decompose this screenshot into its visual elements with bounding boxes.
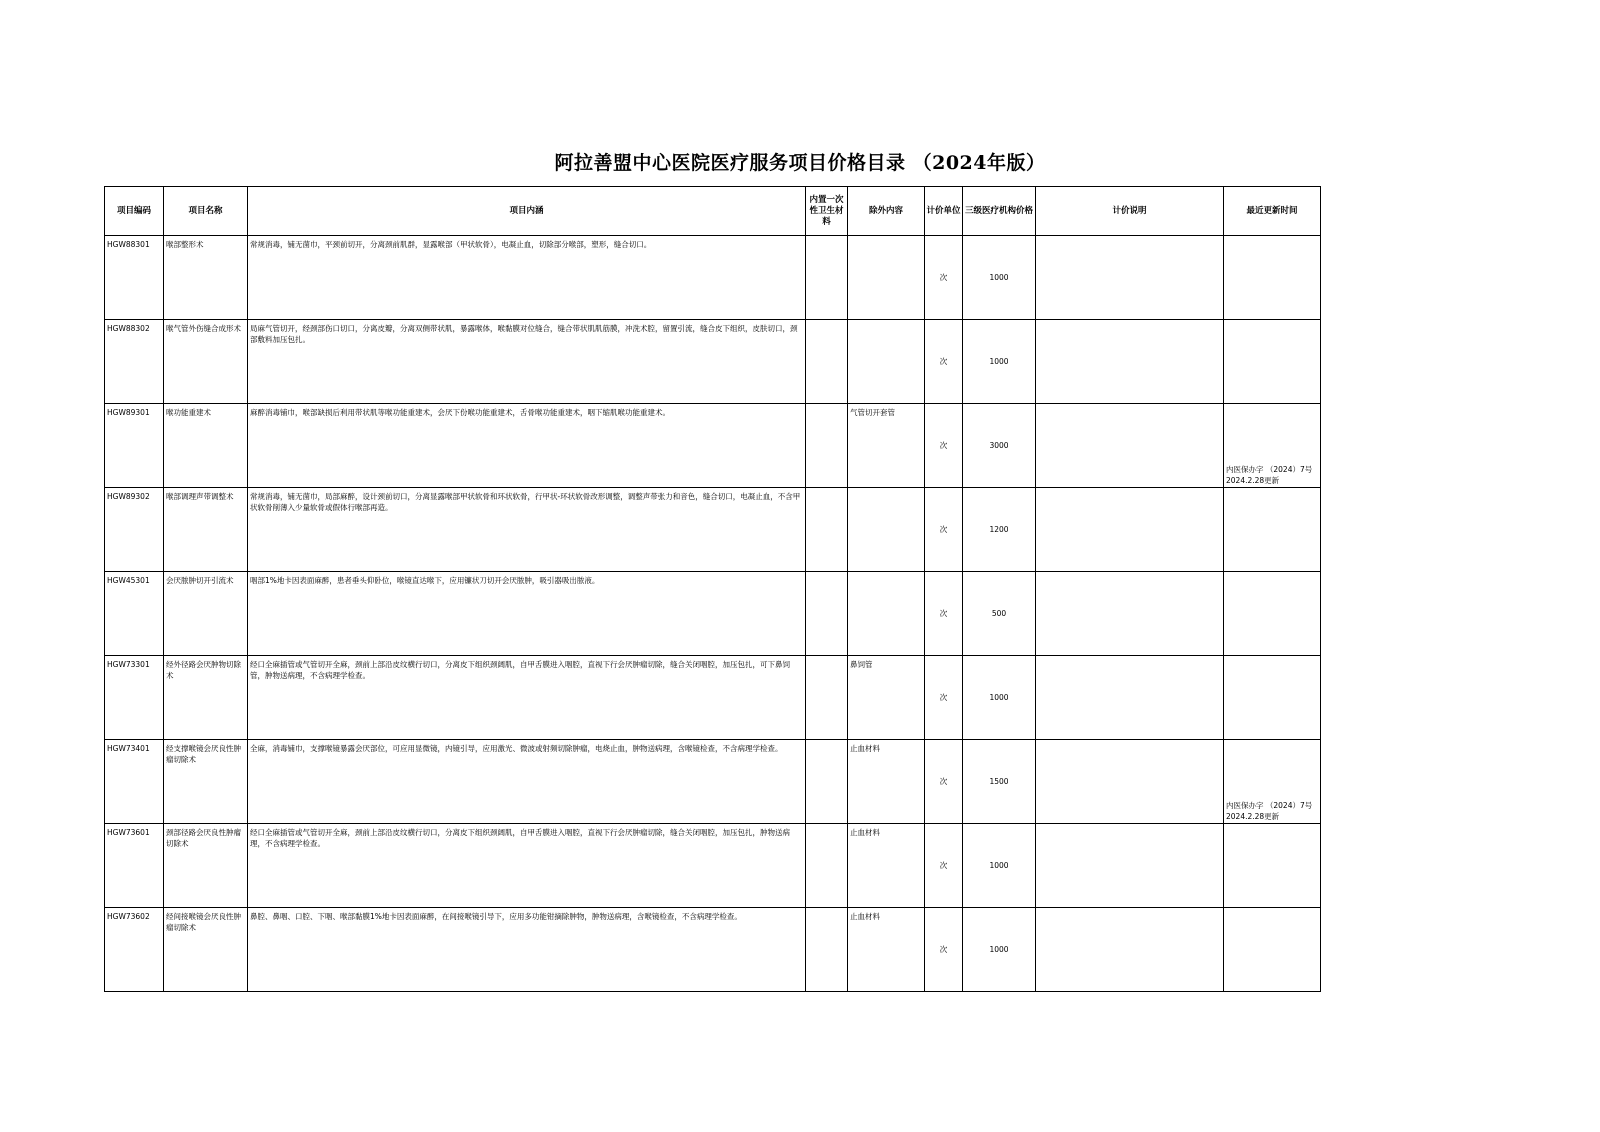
cell-price: 500 [963, 572, 1036, 656]
cell-exclude: 止血材料 [848, 908, 925, 992]
cell-code: HGW88302 [105, 320, 164, 404]
cell-price: 1000 [963, 320, 1036, 404]
cell-unit: 次 [925, 488, 963, 572]
cell-material [806, 740, 848, 824]
cell-note [1036, 236, 1224, 320]
cell-content: 咽部1%地卡因表面麻醉，患者垂头仰卧位，喉镜直达喉下，应用镰状刀切开会厌脓肿，吸引器吸出脓液。 [248, 572, 806, 656]
table-row [105, 236, 1321, 320]
document-title: 阿拉善盟中心医院医疗服务项目价格目录 （2024年版） [554, 152, 1046, 174]
cell-material [806, 236, 848, 320]
cell-note [1036, 572, 1224, 656]
cell-material [806, 572, 848, 656]
cell-price: 1000 [963, 824, 1036, 908]
header-material: 内置一次性卫生材料 [806, 187, 848, 236]
table-row [105, 572, 1321, 656]
cell-content: 经口全麻插管或气管切开全麻，颈前上部沿皮纹横行切口，分离皮下组织颈阔肌，自甲舌膜进入咽腔，直视下行会厌肿瘤切除，缝合关闭咽腔，加压包扎，肿物送病理，不含病理学检查。 [248, 824, 806, 908]
cell-code: HGW89302 [105, 488, 164, 572]
cell-content: 麻醉消毒铺巾，喉部缺损后利用带状肌等喉功能重建术，会厌下份喉功能重建术，舌骨喉功能重建术，咽下缩肌喉功能重建术。 [248, 404, 806, 488]
cell-updated: 内医保办字 （2024）7号 2024.2.28更新 [1224, 740, 1321, 824]
header-content: 项目内涵 [248, 187, 806, 236]
cell-updated: 内医保办字 （2024）7号 2024.2.28更新 [1224, 404, 1321, 488]
cell-content: 常规消毒，铺无菌巾，局部麻醉，设计颈前切口，分离显露喉部甲状软骨和环状软骨，行甲状-环状软骨改形调整，调整声带张力和音色，缝合切口，电凝止血，不含甲状软骨削薄入少量软骨或假体行喉部再造。 [248, 488, 806, 572]
header-updated: 最近更新时间 [1224, 187, 1321, 236]
cell-code: HGW88301 [105, 236, 164, 320]
table-row [105, 908, 1321, 992]
cell-price: 1000 [963, 656, 1036, 740]
cell-price: 1000 [963, 236, 1036, 320]
cell-unit: 次 [925, 656, 963, 740]
cell-material [806, 824, 848, 908]
cell-name: 经支撑喉镜会厌良性肿瘤切除术 [164, 740, 248, 824]
cell-exclude [848, 236, 925, 320]
table-row [105, 824, 1321, 908]
table-header-row [105, 187, 1321, 236]
table-row [105, 488, 1321, 572]
cell-unit: 次 [925, 572, 963, 656]
cell-code: HGW89301 [105, 404, 164, 488]
table-row [105, 320, 1321, 404]
cell-updated [1224, 572, 1321, 656]
cell-name: 喉气管外伤缝合成形术 [164, 320, 248, 404]
table-row [105, 740, 1321, 824]
cell-price: 3000 [963, 404, 1036, 488]
cell-exclude [848, 320, 925, 404]
cell-content: 全麻，消毒铺巾，支撑喉镜暴露会厌部位，可应用显微镜，内镜引导，应用激光、微波或射频切除肿瘤，电烧止血，肿物送病理，含喉镜检查，不含病理学检查。 [248, 740, 806, 824]
cell-unit: 次 [925, 236, 963, 320]
cell-unit: 次 [925, 824, 963, 908]
cell-exclude: 鼻饲管 [848, 656, 925, 740]
cell-code: HGW73602 [105, 908, 164, 992]
cell-price: 1200 [963, 488, 1036, 572]
cell-note [1036, 908, 1224, 992]
cell-name: 喉部整形术 [164, 236, 248, 320]
cell-name: 经间接喉镜会厌良性肿瘤切除术 [164, 908, 248, 992]
cell-updated [1224, 908, 1321, 992]
cell-unit: 次 [925, 740, 963, 824]
cell-name: 颈部径路会厌良性肿瘤切除术 [164, 824, 248, 908]
header-note: 计价说明 [1036, 187, 1224, 236]
cell-exclude: 止血材料 [848, 824, 925, 908]
cell-unit: 次 [925, 320, 963, 404]
cell-material [806, 656, 848, 740]
cell-content: 常规消毒，铺无菌巾，平颈前切开，分离颈前肌群，显露喉部（甲状软骨），电凝止血，切除部分喉部，塑形，缝合切口。 [248, 236, 806, 320]
table-row [105, 404, 1321, 488]
cell-name: 经外径路会厌肿物切除术 [164, 656, 248, 740]
cell-unit: 次 [925, 908, 963, 992]
cell-note [1036, 488, 1224, 572]
cell-note [1036, 656, 1224, 740]
cell-exclude: 止血材料 [848, 740, 925, 824]
cell-name: 会厌脓肿切开引流术 [164, 572, 248, 656]
cell-updated [1224, 236, 1321, 320]
cell-name: 喉功能重建术 [164, 404, 248, 488]
cell-material [806, 320, 848, 404]
cell-material [806, 908, 848, 992]
header-code: 项目编码 [105, 187, 164, 236]
cell-code: HGW73601 [105, 824, 164, 908]
header-price: 三级医疗机构价格 [963, 187, 1036, 236]
cell-updated [1224, 488, 1321, 572]
cell-updated [1224, 656, 1321, 740]
cell-exclude [848, 572, 925, 656]
header-unit: 计价单位 [925, 187, 963, 236]
cell-code: HGW73401 [105, 740, 164, 824]
header-name: 项目名称 [164, 187, 248, 236]
cell-updated [1224, 824, 1321, 908]
cell-content: 鼻腔、鼻咽、口腔、下咽、喉部黏膜1%地卡因表面麻醉，在间接喉镜引导下，应用多功能钳摘除肿物，肿物送病理，含喉镜检查，不含病理学检查。 [248, 908, 806, 992]
cell-exclude: 气管切开套管 [848, 404, 925, 488]
cell-exclude [848, 488, 925, 572]
cell-material [806, 404, 848, 488]
cell-note [1036, 320, 1224, 404]
price-table [104, 186, 1321, 992]
cell-code: HGW73301 [105, 656, 164, 740]
cell-content: 局麻气管切开，经颈部伤口切口，分离皮瓣，分离双侧带状肌，暴露喉体，喉黏膜对位缝合，缝合带状肌肌筋膜，冲洗术腔，留置引流，缝合皮下组织，皮肤切口，颈部敷料加压包扎。 [248, 320, 806, 404]
table-row [105, 656, 1321, 740]
cell-name: 喉部调理声带调整术 [164, 488, 248, 572]
cell-price: 1000 [963, 908, 1036, 992]
cell-updated [1224, 320, 1321, 404]
cell-unit: 次 [925, 404, 963, 488]
cell-material [806, 488, 848, 572]
cell-note [1036, 824, 1224, 908]
header-exclude: 除外内容 [848, 187, 925, 236]
cell-content: 经口全麻插管或气管切开全麻，颈前上部沿皮纹横行切口，分离皮下组织颈阔肌，自甲舌膜进入咽腔，直视下行会厌肿瘤切除，缝合关闭咽腔，加压包扎，可下鼻饲管，肿物送病理，不含病理学检查。 [248, 656, 806, 740]
cell-code: HGW45301 [105, 572, 164, 656]
cell-note [1036, 404, 1224, 488]
cell-price: 1500 [963, 740, 1036, 824]
cell-note [1036, 740, 1224, 824]
